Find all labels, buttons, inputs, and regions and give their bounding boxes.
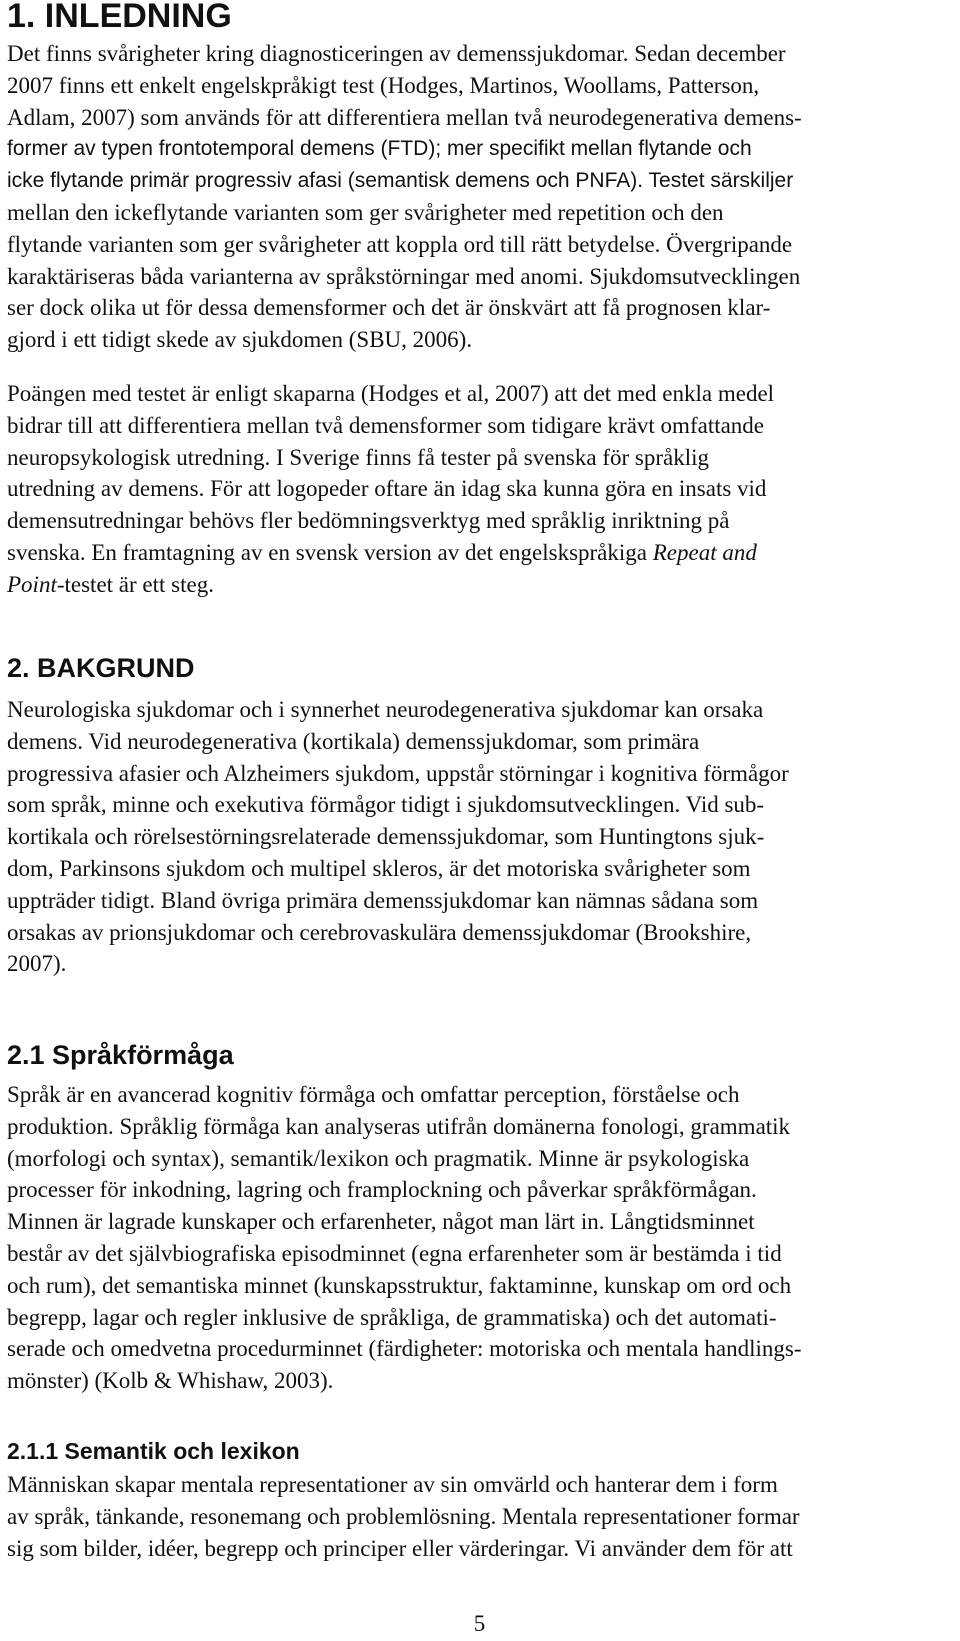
text-line: utredning av demens. För att logopeder oftare än idag ska kunna göra en insats vid <box>7 476 767 502</box>
text-line <box>7 569 952 601</box>
text-line: och rum), det semantiska minnet (kunskapsstruktur, faktaminne, kunskap om ord och <box>7 1272 792 1298</box>
text-line: Människan skapar mentala representationer av sin omvärld och hanterar dem i form <box>7 1472 778 1497</box>
text-line: progressiva afasier och Alzheimers sjukdom, uppstår störningar i kognitiva förmågor <box>7 760 789 786</box>
text-line: sig som bilder, idéer, begrepp och principer eller värderingar. Vi använder dem för att <box>7 1535 793 1561</box>
text-line: som språk, minne och exekutiva förmågor tidigt i sjukdomsutvecklingen. Vid sub- <box>7 792 765 818</box>
text-line: består av det självbiografiska episodminnet (egna erfarenheter som är bestämda i tid <box>7 1240 782 1266</box>
paragraph-inledning-2 <box>7 378 952 601</box>
text-line: icke flytande primär progressiv afasi (semantisk demens och PNFA). Testet särskiljer <box>7 169 794 193</box>
text-line: uppträder tidigt. Bland övriga primära demenssjukdomar kan nämnas sådana som <box>7 887 759 913</box>
text-line: serade och omedvetna procedurminnet (färdigheter: motoriska och mentala handlings- <box>7 1336 802 1362</box>
text-line: former av typen frontotemporal demens (FTD); mer specifikt mellan flytande och <box>7 137 752 161</box>
text-line: demensutredningar behövs fler bedömningsverktyg med språklig inriktning på <box>7 508 730 534</box>
text-line <box>7 537 952 569</box>
text-line: flytande varianten som ger svårigheter att koppla ord till rätt betydelse. Övergripande <box>7 231 793 257</box>
text-line: Adlam, 2007) som används för att differentiera mellan två neurodegenerativa demens- <box>7 104 802 130</box>
italic-title: Repeat and <box>652 539 757 565</box>
paragraph-semantik <box>7 1469 952 1564</box>
text-line: dom, Parkinsons sjukdom och multipel skleros, är det motoriska svårigheter som <box>7 855 751 881</box>
text-line: mellan den ickeflytande varianten som ger svårigheter med repetition och den <box>7 199 724 225</box>
text-line: Neurologiska sjukdomar och i synnerhet neurodegenerativa sjukdomar kan orsaka <box>7 697 764 722</box>
text-line: Språk är en avancerad kognitiv förmåga och omfattar perception, förståelse och <box>7 1082 740 1107</box>
text-line: (morfologi och syntax), semantik/lexikon och pragmatik. Minne är psykologiska <box>7 1145 750 1171</box>
section-heading-semantik: 2.1.1 Semantik och lexikon <box>7 1438 300 1464</box>
text-line: produktion. Språklig förmåga kan analyseras utifrån domänerna fonologi, grammatik <box>7 1113 791 1139</box>
text-line: Minnen är lagrade kunskaper och erfarenheter, något man lärt in. Långtidsminnet <box>7 1209 755 1235</box>
text-line: karaktäriseras båda varianterna av språkstörningar med anomi. Sjukdomsutvecklingen <box>7 263 801 289</box>
paragraph-inledning-1 <box>7 38 952 356</box>
text-line: processer för inkodning, lagring och framplockning och påverkar språkförmågan. <box>7 1177 757 1203</box>
text-line: bidrar till att differentiera mellan två demensformer som tidigare krävt omfattande <box>7 412 765 438</box>
text-line: 2007 finns ett enkelt engelskpråkigt test (Hodges, Martinos, Woollams, Patterson, <box>7 72 760 98</box>
section-heading-inledning: 1. INLEDNING <box>7 0 232 35</box>
italic-title: Point <box>7 571 57 597</box>
text-line: kortikala och rörelsestörningsrelaterade demenssjukdomar, som Huntingtons sjuk- <box>7 824 765 850</box>
text-fragment: -testet är ett steg. <box>56 571 214 597</box>
paragraph-bakgrund <box>7 694 952 980</box>
text-line: Det finns svårigheter kring diagnosticeringen av demenssjukdomar. Sedan december <box>7 41 786 66</box>
text-line: 2007). <box>7 951 67 977</box>
page-number: 5 <box>473 1611 486 1636</box>
text-fragment: svenska. En framtagning av en svensk version av det engelskspråkiga <box>7 539 653 565</box>
section-heading-bakgrund: 2. BAKGRUND <box>7 653 195 683</box>
text-line: orsakas av prionsjukdomar och cerebrovaskulära demenssjukdomar (Brookshire, <box>7 919 752 945</box>
text-line: mönster) (Kolb & Whishaw, 2003). <box>7 1368 334 1394</box>
text-line: demens. Vid neurodegenerativa (kortikala) demenssjukdomar, som primära <box>7 728 700 754</box>
text-line: gjord i ett tidigt skede av sjukdomen (SBU, 2006). <box>7 327 473 353</box>
text-line: ser dock olika ut för dessa demensformer och det är önskvärt att få prognosen klar- <box>7 295 771 321</box>
text-line: begrepp, lagar och regler inklusive de språkliga, de grammatiska) och det automati- <box>7 1304 777 1330</box>
text-line: av språk, tänkande, resonemang och problemlösning. Mentala representationer formar <box>7 1503 800 1529</box>
text-line: Poängen med testet är enligt skaparna (Hodges et al, 2007) att det med enkla medel <box>7 381 775 406</box>
paragraph-sprakformaga <box>7 1079 952 1397</box>
section-heading-sprakformaga: 2.1 Språkförmåga <box>7 1040 234 1070</box>
text-line: neuropsykologisk utredning. I Sverige finns få tester på svenska för språklig <box>7 444 709 470</box>
